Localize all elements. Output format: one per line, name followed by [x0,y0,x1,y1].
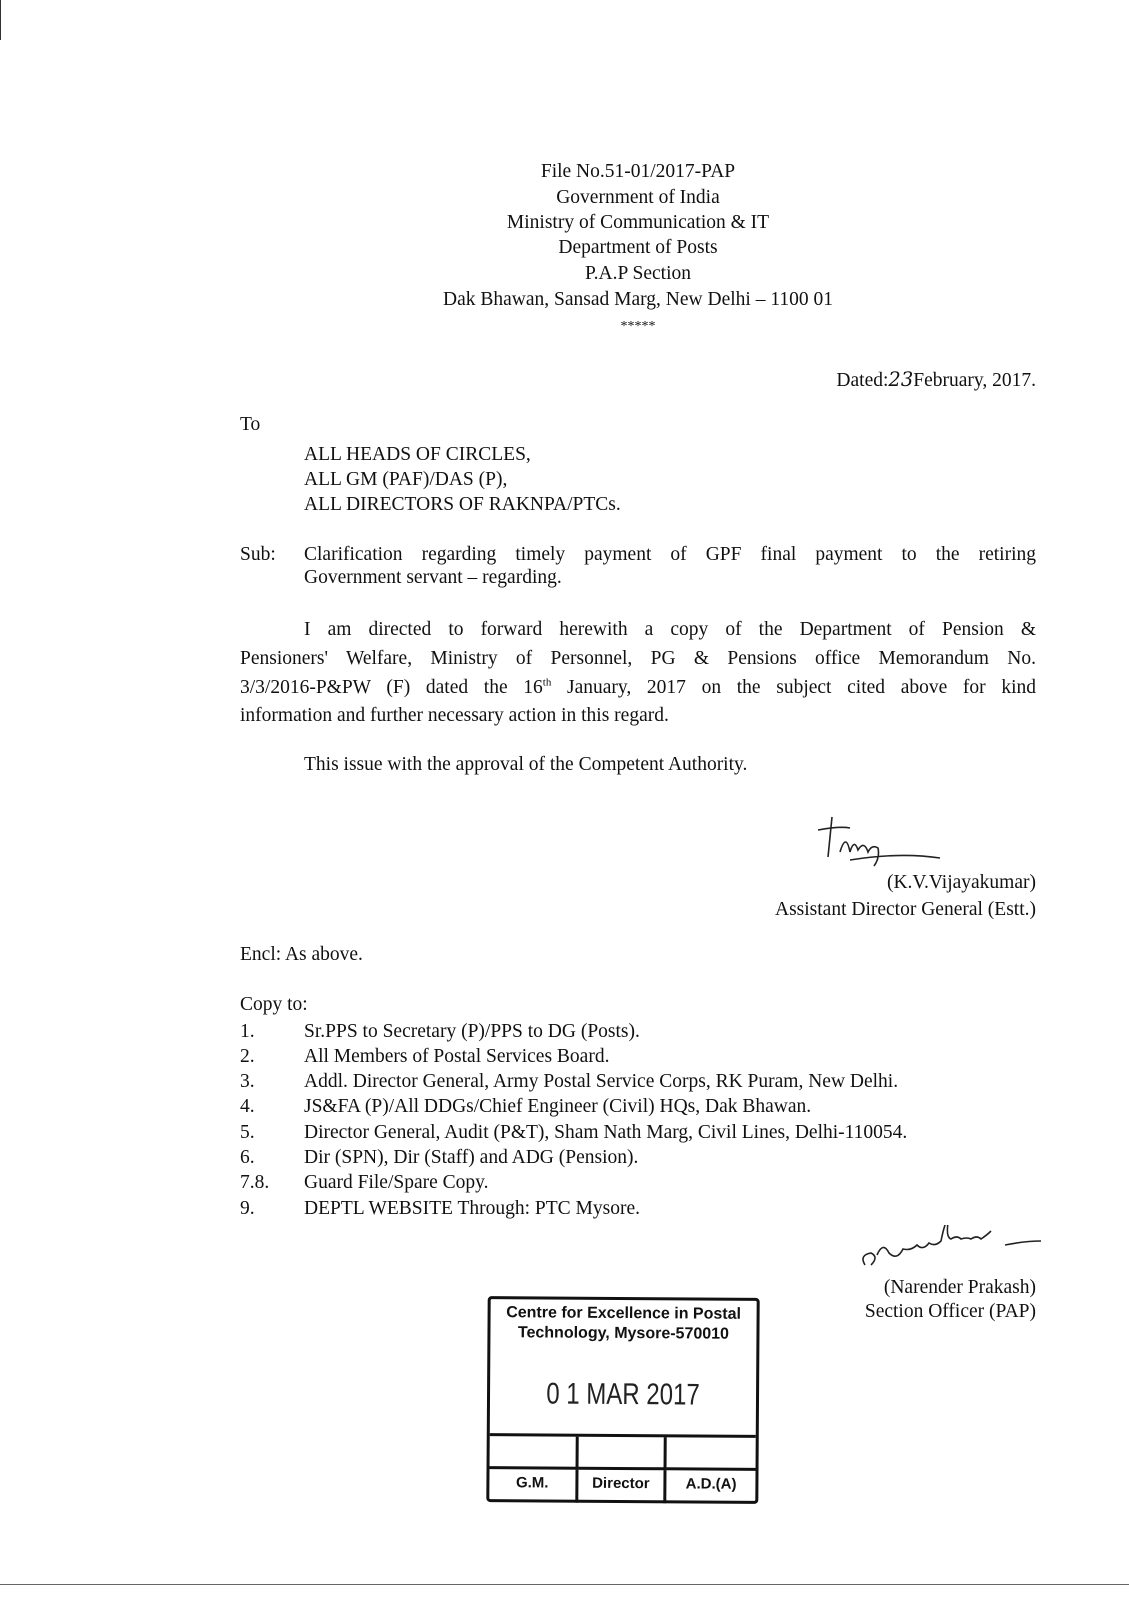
recipient: ALL DIRECTORS OF RAKNPA/PTCs. [304,494,621,515]
department-name: Department of Posts [558,237,718,258]
stamp-cell [578,1437,667,1471]
section-officer-name: (Narender Prakash) [883,1277,1036,1298]
signature-vijayakumar [810,812,945,872]
list-item: DEPTL WEBSITE Through: PTC Mysore. [304,1198,641,1219]
to-label: To [240,414,261,435]
receipt-stamp [486,1296,759,1504]
ministry-name: Ministry of Communication & IT [506,212,770,233]
recipient: ALL HEADS OF CIRCLES, [304,444,531,465]
copy-to-list [0,1021,1129,1231]
stamp-cell [667,1437,756,1471]
section-officer-title: Section Officer (PAP) [864,1301,1036,1322]
body-paragraph: I am directed to forward herewith a copy of the Department of Pension & [304,619,1036,640]
govt-name: Government of India [556,187,720,208]
signatory-title: Assistant Director General (Estt.) [774,899,1036,920]
section-name: P.A.P Section [584,263,691,284]
list-item: Guard File/Spare Copy. [304,1172,489,1193]
list-item: Addl. Director General, Army Postal Service Corps, RK Puram, New Delhi. [304,1071,899,1092]
list-number: 6. [240,1147,255,1168]
list-number: 7.8. [240,1172,270,1193]
body-paragraph: information and further necessary action in this regard. [240,705,669,726]
office-address: Dak Bhawan, Sansad Marg, New Delhi – 1100 01 [443,289,833,310]
copy-to-label: Copy to: [240,994,308,1015]
stamp-line: Centre for Excellence in Postal [506,1304,742,1323]
signatory-name: (K.V.Vijayakumar) [886,872,1036,893]
stamp-col-director: Director [578,1470,667,1504]
separator-stars: ***** [620,319,656,334]
body-paragraph: Pensioners' Welfare, Ministry of Personnel, PG & Pensions office Memorandum No. [240,648,1036,669]
scan-edge-bottom [0,1584,1129,1585]
body-text: January, 2017 on the subject cited above for kind [551,677,1036,698]
list-number: 9. [240,1198,255,1219]
stamp-grid [489,1433,755,1504]
ordinal-suffix: th [542,676,552,689]
subject-text: Clarification regarding timely payment of GPF final payment to the retiring [304,544,1036,565]
scan-edge [0,0,1,40]
list-item: Sr.PPS to Secretary (P)/PPS to DG (Posts). [304,1021,640,1042]
file-number: File No.51-01/2017-PAP [540,161,736,182]
stamp-org [490,1303,756,1345]
subject-label: Sub: [240,544,276,565]
body-text: 3/3/2016-P&PW (F) dated the 16 [240,677,543,698]
enclosure-note: Encl: As above. [240,944,363,965]
list-item: Director General, Audit (P&T), Sham Nath Marg, Civil Lines, Delhi-110054. [304,1122,908,1143]
date-month-year: February, 2017. [913,370,1036,391]
list-number: 3. [240,1071,255,1092]
approval-note: This issue with the approval of the Competent Authority. [304,754,748,775]
date-line [836,369,1036,392]
list-item: Dir (SPN), Dir (Staff) and ADG (Pension). [304,1147,639,1168]
stamp-col-gm: G.M. [489,1469,578,1503]
date-label: Dated: [836,370,889,391]
stamp-line: Technology, Mysore-570010 [517,1324,730,1343]
list-item: JS&FA (P)/All DDGs/Chief Engineer (Civil) HQs, Dak Bhawan. [304,1096,812,1117]
list-item: All Members of Postal Services Board. [304,1046,610,1067]
list-number: 5. [240,1122,255,1143]
list-number: 2. [240,1046,255,1067]
stamp-cell [490,1436,579,1470]
stamp-col-ad: A.D.(A) [685,1475,737,1493]
signature-narender-prakash [855,1225,1045,1275]
body-paragraph [240,677,1036,699]
stamp-date: 0 1 MAR 2017 [546,1377,700,1412]
date-day-handwritten: 23 [888,368,914,391]
subject-text-cont: Government servant – regarding. [304,567,562,588]
list-number: 1. [240,1021,255,1042]
recipient: ALL GM (PAF)/DAS (P), [304,469,508,490]
list-number: 4. [240,1096,255,1117]
